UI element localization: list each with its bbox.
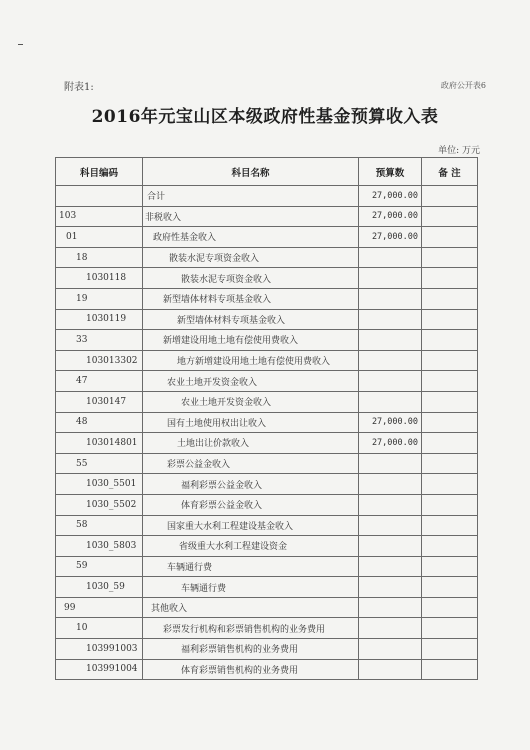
table-row xyxy=(56,577,478,598)
table-row xyxy=(56,556,478,577)
amount-cell xyxy=(359,350,422,371)
amount-cell xyxy=(359,556,422,577)
name-cell: 车辆通行费 xyxy=(143,556,359,577)
table-row xyxy=(56,206,478,227)
table-header-row xyxy=(56,158,478,186)
code-cell: 10 xyxy=(56,618,143,639)
note-cell xyxy=(422,309,478,330)
amount-cell: 27,000.00 xyxy=(359,412,422,433)
amount-cell xyxy=(359,453,422,474)
amount-cell xyxy=(359,268,422,289)
table-row xyxy=(56,288,478,309)
name-cell: 体育彩票销售机构的业务费用 xyxy=(143,659,359,680)
column-header-code: 科目编码 xyxy=(56,158,143,186)
name-cell: 地方新增建设用地土地有偿使用费收入 xyxy=(143,350,359,371)
table-row xyxy=(56,227,478,248)
note-cell xyxy=(422,618,478,639)
code-cell: 1030_5803 xyxy=(56,536,143,557)
code-cell: 18 xyxy=(56,247,143,268)
note-cell xyxy=(422,453,478,474)
amount-cell xyxy=(359,536,422,557)
note-cell xyxy=(422,268,478,289)
note-cell xyxy=(422,494,478,515)
form-tag: 政府公开表6 xyxy=(440,81,486,90)
code-cell: 1030_5502 xyxy=(56,494,143,515)
name-cell: 散装水泥专项资金收入 xyxy=(143,268,359,289)
name-cell: 福利彩票销售机构的业务费用 xyxy=(143,639,359,660)
column-header-name: 科目名称 xyxy=(143,158,359,186)
name-cell: 政府性基金收入 xyxy=(143,227,359,248)
code-cell: 103991004 xyxy=(56,659,143,680)
page-title: 2016年元宝山区本级政府性基金预算收入表 xyxy=(91,107,439,127)
table-row xyxy=(56,350,478,371)
column-header-amount: 预算数 xyxy=(359,158,422,186)
name-cell: 其他收入 xyxy=(143,597,359,618)
amount-cell xyxy=(359,515,422,536)
table-row xyxy=(56,309,478,330)
table-row xyxy=(56,247,478,268)
table-row xyxy=(56,330,478,351)
amount-cell xyxy=(359,247,422,268)
code-cell: 103991003 xyxy=(56,639,143,660)
code-cell: 33 xyxy=(56,330,143,351)
code-cell: 1030147 xyxy=(56,391,143,412)
amount-cell xyxy=(359,371,422,392)
code-cell: 103014801 xyxy=(56,433,143,454)
name-cell: 新型墙体材料专项基金收入 xyxy=(143,288,359,309)
code-cell: 1030_5501 xyxy=(56,474,143,495)
code-cell: 58 xyxy=(56,515,143,536)
amount-cell xyxy=(359,659,422,680)
note-cell xyxy=(422,391,478,412)
code-cell: 1030_59 xyxy=(56,577,143,598)
name-cell: 省级重大水利工程建设资金 xyxy=(143,536,359,557)
amount-cell: 27,000.00 xyxy=(359,186,422,207)
amount-cell xyxy=(359,288,422,309)
code-cell: 55 xyxy=(56,453,143,474)
table-row xyxy=(56,494,478,515)
name-cell: 国有土地使用权出让收入 xyxy=(143,412,359,433)
budget-table xyxy=(55,157,478,680)
note-cell xyxy=(422,556,478,577)
table-row xyxy=(56,659,478,680)
amount-cell xyxy=(359,330,422,351)
amount-cell: 27,000.00 xyxy=(359,433,422,454)
note-cell xyxy=(422,371,478,392)
table-row xyxy=(56,639,478,660)
amount-cell xyxy=(359,577,422,598)
note-cell xyxy=(422,515,478,536)
name-cell: 农业土地开发资金收入 xyxy=(143,391,359,412)
amount-cell xyxy=(359,391,422,412)
table-row xyxy=(56,371,478,392)
table-row xyxy=(56,515,478,536)
code-cell: 99 xyxy=(56,597,143,618)
note-cell xyxy=(422,639,478,660)
table-row xyxy=(56,536,478,557)
code-cell: 1030119 xyxy=(56,309,143,330)
note-cell xyxy=(422,536,478,557)
code-cell xyxy=(56,186,143,207)
table-row xyxy=(56,186,478,207)
unit-label: 单位: 万元 xyxy=(438,146,480,156)
column-header-note: 备 注 xyxy=(422,158,478,186)
table-row xyxy=(56,268,478,289)
table-row xyxy=(56,391,478,412)
name-cell: 国家重大水利工程建设基金收入 xyxy=(143,515,359,536)
amount-cell xyxy=(359,494,422,515)
name-cell: 彩票发行机构和彩票销售机构的业务费用 xyxy=(143,618,359,639)
note-cell xyxy=(422,247,478,268)
name-cell: 合计 xyxy=(143,186,359,207)
table-row xyxy=(56,474,478,495)
name-cell: 车辆通行费 xyxy=(143,577,359,598)
amount-cell xyxy=(359,639,422,660)
table-row xyxy=(56,618,478,639)
amount-cell: 27,000.00 xyxy=(359,206,422,227)
code-cell: 47 xyxy=(56,371,143,392)
name-cell: 新增建设用地土地有偿使用费收入 xyxy=(143,330,359,351)
attachment-label: 附表1: xyxy=(64,82,94,93)
note-cell xyxy=(422,597,478,618)
code-cell: 103 xyxy=(56,206,143,227)
table-row xyxy=(56,597,478,618)
note-cell xyxy=(422,186,478,207)
name-cell: 体育彩票公益金收入 xyxy=(143,494,359,515)
code-cell: 48 xyxy=(56,412,143,433)
code-cell: 01 xyxy=(56,227,143,248)
note-cell xyxy=(422,433,478,454)
amount-cell xyxy=(359,618,422,639)
name-cell: 农业土地开发资金收入 xyxy=(143,371,359,392)
note-cell xyxy=(422,350,478,371)
name-cell: 非税收入 xyxy=(143,206,359,227)
note-cell xyxy=(422,412,478,433)
table-body xyxy=(56,186,478,680)
note-cell xyxy=(422,474,478,495)
table-row xyxy=(56,412,478,433)
code-cell: 19 xyxy=(56,288,143,309)
table-row xyxy=(56,433,478,454)
note-cell xyxy=(422,206,478,227)
note-cell xyxy=(422,288,478,309)
amount-cell xyxy=(359,474,422,495)
amount-cell xyxy=(359,309,422,330)
code-cell: 1030118 xyxy=(56,268,143,289)
scan-mark xyxy=(18,44,23,45)
note-cell xyxy=(422,330,478,351)
amount-cell: 27,000.00 xyxy=(359,227,422,248)
note-cell xyxy=(422,227,478,248)
name-cell: 福利彩票公益金收入 xyxy=(143,474,359,495)
name-cell: 新型墙体材料专项基金收入 xyxy=(143,309,359,330)
note-cell xyxy=(422,577,478,598)
amount-cell xyxy=(359,597,422,618)
code-cell: 103013302 xyxy=(56,350,143,371)
table-row xyxy=(56,453,478,474)
note-cell xyxy=(422,659,478,680)
name-cell: 彩票公益金收入 xyxy=(143,453,359,474)
code-cell: 59 xyxy=(56,556,143,577)
name-cell: 土地出让价款收入 xyxy=(143,433,359,454)
name-cell: 散装水泥专项资金收入 xyxy=(143,247,359,268)
